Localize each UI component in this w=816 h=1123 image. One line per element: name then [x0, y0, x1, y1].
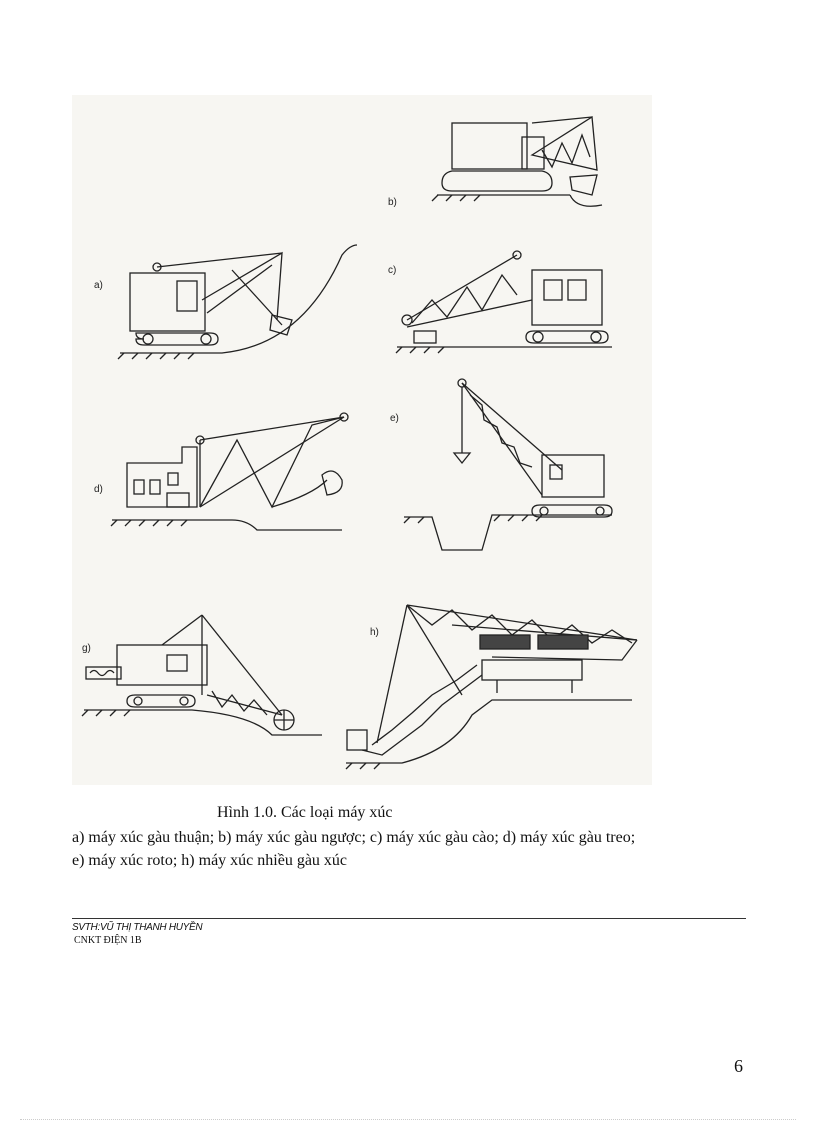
page-number: 6 [734, 1056, 743, 1076]
figure-caption-title: Hình 1.0. Các loại máy xúc [217, 804, 393, 821]
page-bottom-divider [20, 1119, 796, 1120]
panel-label-e: e) [390, 413, 399, 424]
footer-class-name: CNKT ĐIỆN 1B [74, 935, 142, 946]
panel-label-h: h) [370, 627, 379, 638]
panel-label-d: d) [94, 484, 103, 495]
figure-caption-line-2: e) máy xúc roto; h) máy xúc nhiều gàu xúc [72, 852, 348, 869]
panel-label-a: a) [94, 280, 103, 291]
figure-caption-line-1: a) máy xúc gàu thuận; b) máy xúc gàu ngược; c) máy xúc gàu cào; d) máy xúc gàu treo; [72, 829, 636, 846]
panel-label-c: c) [388, 265, 397, 276]
panel-label-g: g) [82, 643, 91, 654]
footer-student-name: SVTH:VŨ THỊ THANH HUYỀN [72, 922, 203, 933]
panel-label-b: b) [388, 197, 397, 208]
footer-divider [72, 918, 746, 919]
excavator-types-figure [72, 95, 652, 785]
